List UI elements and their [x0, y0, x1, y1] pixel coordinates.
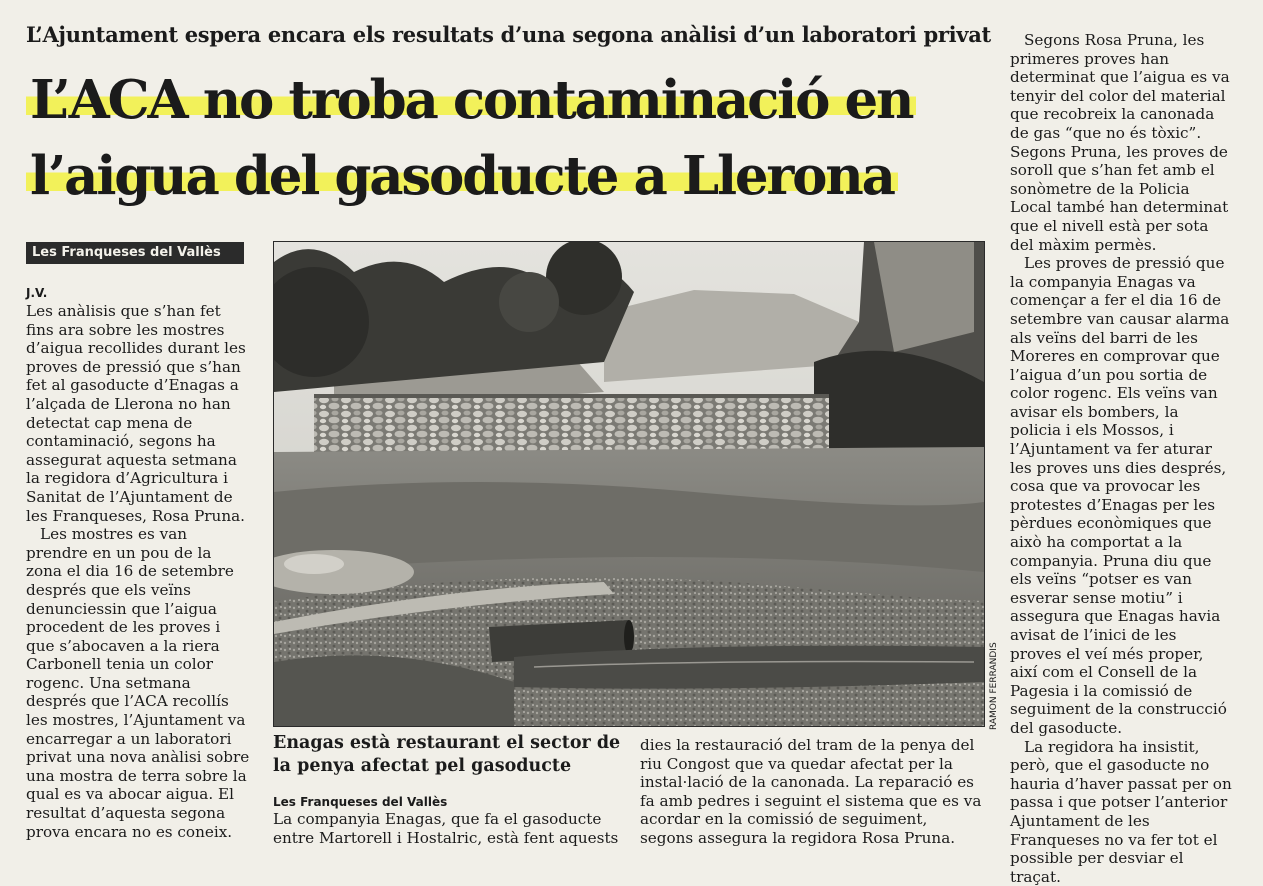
section-tag: Les Franqueses del Vallès: [26, 242, 244, 264]
photo-credit: RAMON FERRANDIS: [989, 642, 999, 730]
byline: J.V.: [26, 286, 48, 300]
photo-caption-text: La companyia Enagas, que fa el gasoducte entre Martorell i Hostalric, està fent aquests: [273, 810, 619, 847]
caption-section-tag: Les Franqueses del Vallès: [273, 795, 448, 809]
paragraph: Les anàlisis que s’han fet fins ara sobre les mostres d’aigua recollides durant les proves de pressió que s’han fet al gasoducte d’Enagas a l’alçada de Llerona no han detectat cap mena de contaminació, segons ha assegurat aquesta setmana la regidora d’Agricultura i Sanitat de l’Ajuntament de les Franqueses, Rosa Pruna.: [26, 302, 246, 525]
article-column-3: [1010, 31, 1232, 886]
paragraph: Segons Rosa Pruna, les primeres proves han determinat que l’aigua es va tenyir del color del material que recobreix la canonada de gas “que no és tòxic”. Segons Pruna, les proves de soroll que s’han fet amb el sonòmetre de la Policia Local també han determinat que el nivell està per sota del màxim permès.: [1010, 31, 1230, 254]
paragraph: Les mostres es van prendre en un pou de la zona el dia 16 de setembre després que els veïns denunciessin que l’aigua procedent de les proves i que s’abocaven a la riera Carbonell tenia un color rogenc. Una setmana després que l’ACA recollís les mostres, l’Ajuntament va encarregar a un laboratori privat una nova anàlisi sobre una mostra de terra sobre la qual es va abocar aigua. El resultat d’aquesta segona prova encara no es coneix.: [26, 525, 250, 841]
headline-line-1: L’ACA no troba contaminació en: [26, 62, 1006, 138]
news-photo: [273, 241, 985, 727]
article-headline: [26, 62, 1006, 214]
headline-line-2: l’aigua del gasoducte a Llerona: [26, 138, 1006, 214]
article-kicker: L’Ajuntament espera encara els resultats d’una segona anàlisi d’un laboratori privat: [26, 22, 991, 47]
paragraph: La regidora ha insistit, però, que el gasoducte no hauria d’haver passat per on passa i que potser l’anterior Ajuntament de les Franqueses no va fer tot el possible per desviar el traçat.: [1010, 737, 1232, 886]
photo-illustration: [274, 242, 984, 726]
photo-caption-text-continued: dies la restauració del tram de la penya del riu Congost que va quedar afectat per la instal·lació de la canonada. La reparació es fa amb pedres i seguint el sistema que es va acordar en la comissió de seguiment, segons assegura la regidora Rosa Pruna.: [640, 736, 982, 847]
paragraph: Les proves de pressió que la companyia Enagas va començar a fer el dia 16 de setembre van causar alarma als veïns del barri de les Moreres en comprovar que l’aigua d’un pou sortia de color rogenc. Els veïns van avisar els bombers, la policia i els Mossos, i l’Ajuntament va fer aturar les proves uns dies després, cosa que va provocar les protestes d’Enagas per les pèrdues econòmiques que això ha comportat a la companyia. Pruna diu que els veïns “potser es van esverar sense motiu” i assegura que Enagas havia avisat de l’inici de les proves el veí més proper, així com el Consell de la Pagesia i la comissió de seguiment de la construcció del gasoducte.: [1010, 254, 1230, 737]
photo-caption-title: Enagas està restaurant el sector de la penya afectat pel gasoducte: [273, 733, 621, 776]
article-column-1: [26, 302, 252, 841]
